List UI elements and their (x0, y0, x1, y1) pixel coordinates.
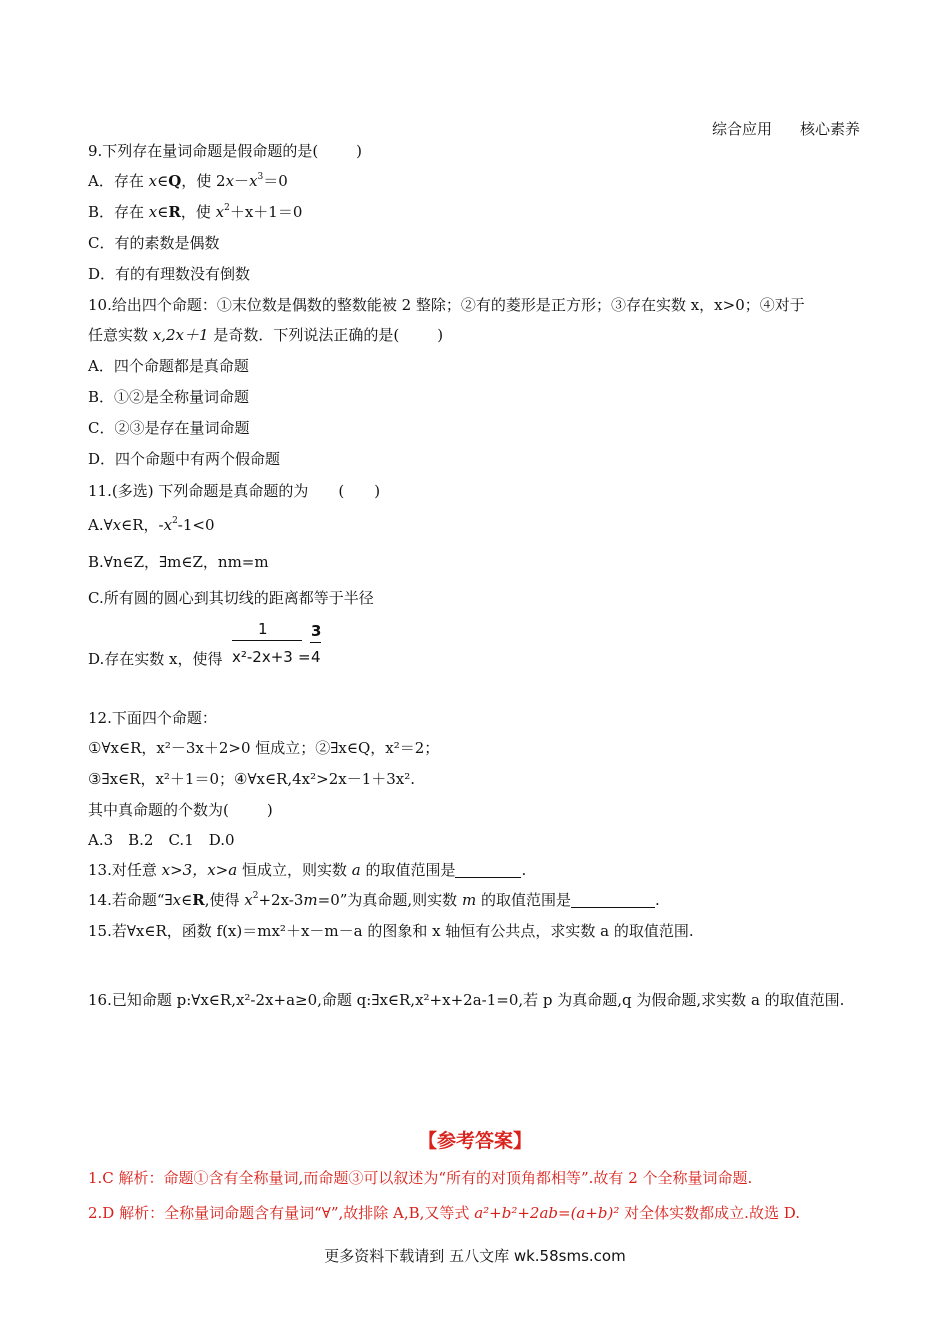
question-9-option-c: C．有的素数是偶数 (88, 234, 220, 252)
answer-1: 1.C 解析：命题①含有全称量词,而命题③可以叙述为“所有的对顶角都相等”.故有 2 个全称量词命题. (88, 1169, 753, 1187)
question-10-option-c: C．②③是存在量词命题 (88, 419, 250, 437)
question-12-stem: 12.下面四个命题： (88, 709, 217, 727)
question-12-line1: ①∀x∈R，x²－3x＋2>0 恒成立；②∃x∈Q，x²＝2； (88, 739, 440, 757)
rhs-numerator: 3 (311, 622, 322, 640)
question-9-option-a: A．存在 x∈Q，使 $2x-x^3=0$ (88, 172, 288, 190)
answer-blank[interactable] (571, 907, 655, 908)
rhs-denominator: 4 (311, 648, 321, 666)
question-12-line2: ③∃x∈R，x²＋1＝0；④∀x∈R,4x²>2x－1＋3x². (88, 770, 416, 788)
question-14: 14.若命题“∃x∈R,使得 $x^2+2x-3m=0$”为真命题,则实数 m 的取值范围是 . (88, 891, 660, 909)
footer-download-note: 更多资料下载请到 五八文库 wk.58sms.com (324, 1247, 626, 1265)
question-11-option-a: A.∀x∈R，$-x^2-1<0$ (88, 516, 215, 534)
question-9-option-b: B．存在 x∈R，使 $x^2+x+1=0$ (88, 203, 303, 221)
question-12-line3: 其中真命题的个数为( ) (88, 801, 273, 819)
question-10-option-a: A．四个命题都是真命题 (88, 357, 249, 375)
fraction-numerator: 1 (258, 620, 268, 638)
fraction-denominator: x²-2x+3 (232, 648, 293, 666)
section-tag-literacy: 核心素养 (800, 120, 861, 138)
question-11-option-d: D.存在实数 x，使得 (88, 650, 223, 668)
answer-2: 2.D 解析：全称量词命题含有量词“∀”,故排除 A,B,又等式 a²+b²+2ab=(a+b)² 对全体实数都成立.故选 D. (88, 1204, 800, 1222)
question-11-option-c: C.所有圆的圆心到其切线的距离都等于半径 (88, 589, 374, 607)
answer-blank[interactable] (455, 877, 521, 878)
question-12-options: A.3 B.2 C.1 D.0 (88, 831, 235, 849)
question-11-option-b: B.∀n∈Z，∃m∈Z，nm=m (88, 553, 269, 571)
question-10-stem-line1: 10.给出四个命题：①末位数是偶数的整数能被 2 整除；②有的菱形是正方形；③存在实数 x，x>0；④对于 (88, 296, 805, 314)
question-13: 13.对任意 x>3，x>a 恒成立，则实数 a 的取值范围是 . (88, 861, 527, 879)
question-9-stem: 9.下列存在量词命题是假命题的是( ) (88, 142, 363, 160)
section-tag-application: 综合应用 (712, 120, 773, 138)
equals-sign: = (298, 648, 311, 666)
question-10-option-d: D．四个命题中有两个假命题 (88, 450, 281, 468)
question-16: 16.已知命题 p:∀x∈R,x²-2x+a≥0,命题 q:∃x∈R,x²+x+2a-1=0,若 p 为真命题,q 为假命题,求实数 a 的取值范围. (88, 991, 845, 1009)
question-10-stem-line2: 任意实数 x,2x＋1 是奇数．下列说法正确的是( ) (88, 326, 444, 344)
answers-title: 【参考答案】 (417, 1130, 532, 1152)
rhs-fraction-bar (310, 642, 321, 643)
question-15: 15.若∀x∈R，函数 f(x)＝mx²＋x－m－a 的图象和 x 轴恒有公共点，求实数 a 的取值范围. (88, 922, 694, 940)
question-9-option-d: D．有的有理数没有倒数 (88, 265, 251, 283)
question-11-stem: 11.(多选) 下列命题是真命题的为 ( ) (88, 482, 381, 500)
fraction-bar (232, 640, 302, 641)
question-10-option-b: B．①②是全称量词命题 (88, 388, 250, 406)
